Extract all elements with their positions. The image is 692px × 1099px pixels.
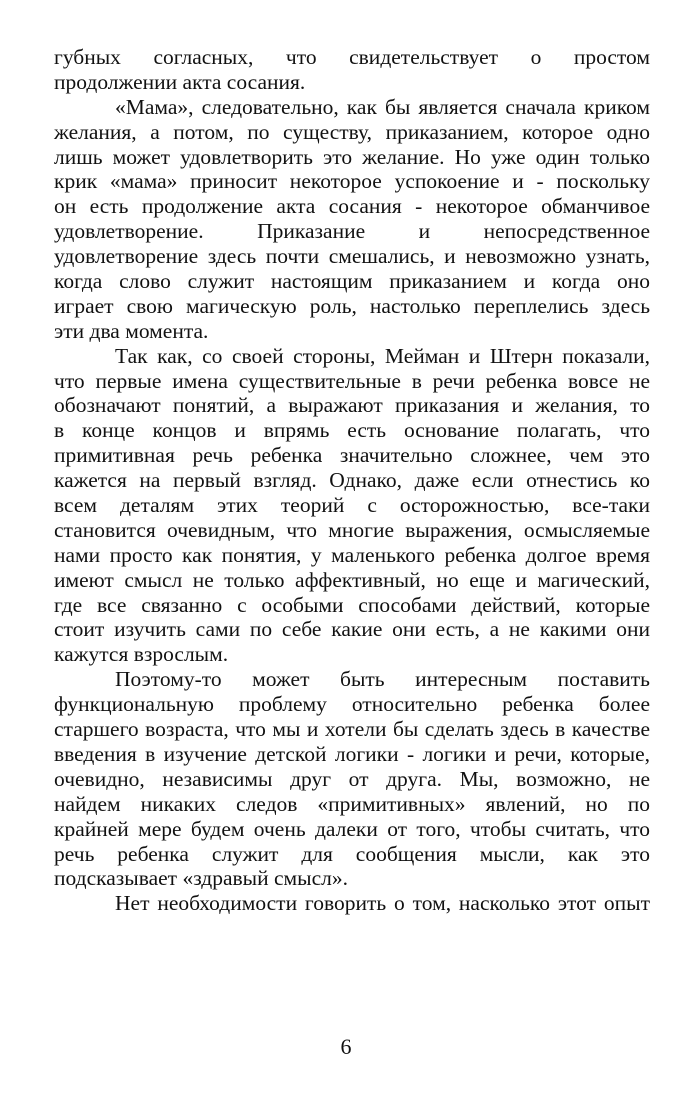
text-line: примитивная речь ребенка значительно сложнее, чем это — [54, 443, 650, 468]
text-line: играет свою магическую роль, настолько переплелись здесь — [54, 293, 650, 318]
text-line: в конце концов и впрямь есть основание полагать, что — [54, 418, 650, 443]
paragraph — [54, 344, 650, 668]
text-line: старшего возраста, что мы и хотели бы сделать здесь в качестве — [54, 717, 650, 742]
text-line: нами просто как понятия, у маленького ребенка долгое время — [54, 542, 650, 567]
text-line: функциональную проблему относительно ребенка более — [54, 692, 650, 717]
text-line: введения в изучение детской логики - логики и речи, которые, — [54, 741, 650, 766]
text-line: становится очевидным, что многие выражения, осмысляемые — [54, 517, 650, 542]
text-line: где все связанно с особыми способами действий, которые — [54, 592, 650, 617]
paragraph — [54, 95, 650, 344]
text-line: Нет необходимости говорить о том, насколько этот опыт — [115, 891, 650, 916]
text-line: «Мама», следовательно, как бы является сначала криком — [115, 94, 650, 119]
page-number: 6 — [340, 1034, 352, 1059]
text-line: удовлетворение здесь почти смешались, и невозможно узнать, — [54, 244, 650, 269]
text-line: кажется на первый взгляд. Однако, даже если отнестись ко — [54, 468, 650, 493]
text-line: эти два момента. — [54, 318, 209, 343]
text-line: стоит изучить сами по себе какие они есть, а не какими они — [54, 617, 650, 642]
text-line: подсказывает «здравый смысл». — [54, 866, 348, 891]
text-line: желания, а потом, по существу, приказанием, которое одно — [54, 119, 650, 144]
text-line: лишь может удовлетворить это желание. Но уже один только — [54, 144, 650, 169]
text-line: губных согласных, что свидетельствует о простом — [54, 45, 650, 69]
text-line: крик «мама» приносит некоторое успокоение и - поскольку — [54, 169, 650, 194]
text-line: имеют смысл не только аффективный, но еще и магический, — [54, 567, 650, 592]
text-line: обозначают понятий, а выражают приказания и желания, то — [54, 393, 650, 418]
paragraph — [54, 45, 650, 95]
text-line: он есть продолжение акта сосания - некоторое обманчивое — [54, 194, 650, 219]
text-line: удовлетворение. Приказание и непосредственное — [54, 219, 650, 244]
page-body — [54, 45, 650, 916]
text-line: всем деталям этих теорий с осторожностью, все-таки — [54, 493, 650, 518]
text-line: продолжении акта сосания. — [54, 69, 306, 94]
text-line: Так как, со своей стороны, Мейман и Штерн показали, — [115, 343, 650, 368]
text-line: Поэтому-то может быть интересным поставить — [115, 667, 650, 692]
text-line: речь ребенка служит для сообщения мысли, как это — [54, 841, 650, 866]
paragraph — [54, 667, 650, 891]
paragraph — [54, 891, 650, 916]
text-line: крайней мере будем очень далеки от того, чтобы считать, что — [54, 816, 650, 841]
text-line: очевидно, независимы друг от друга. Мы, возможно, не — [54, 766, 650, 791]
text-line: что первые имена существительные в речи ребенка вовсе не — [54, 368, 650, 393]
text-line: когда слово служит настоящим приказанием и когда оно — [54, 269, 650, 294]
text-line: найдем никаких следов «примитивных» явлений, но по — [54, 791, 650, 816]
text-line: кажутся взрослым. — [54, 642, 229, 667]
